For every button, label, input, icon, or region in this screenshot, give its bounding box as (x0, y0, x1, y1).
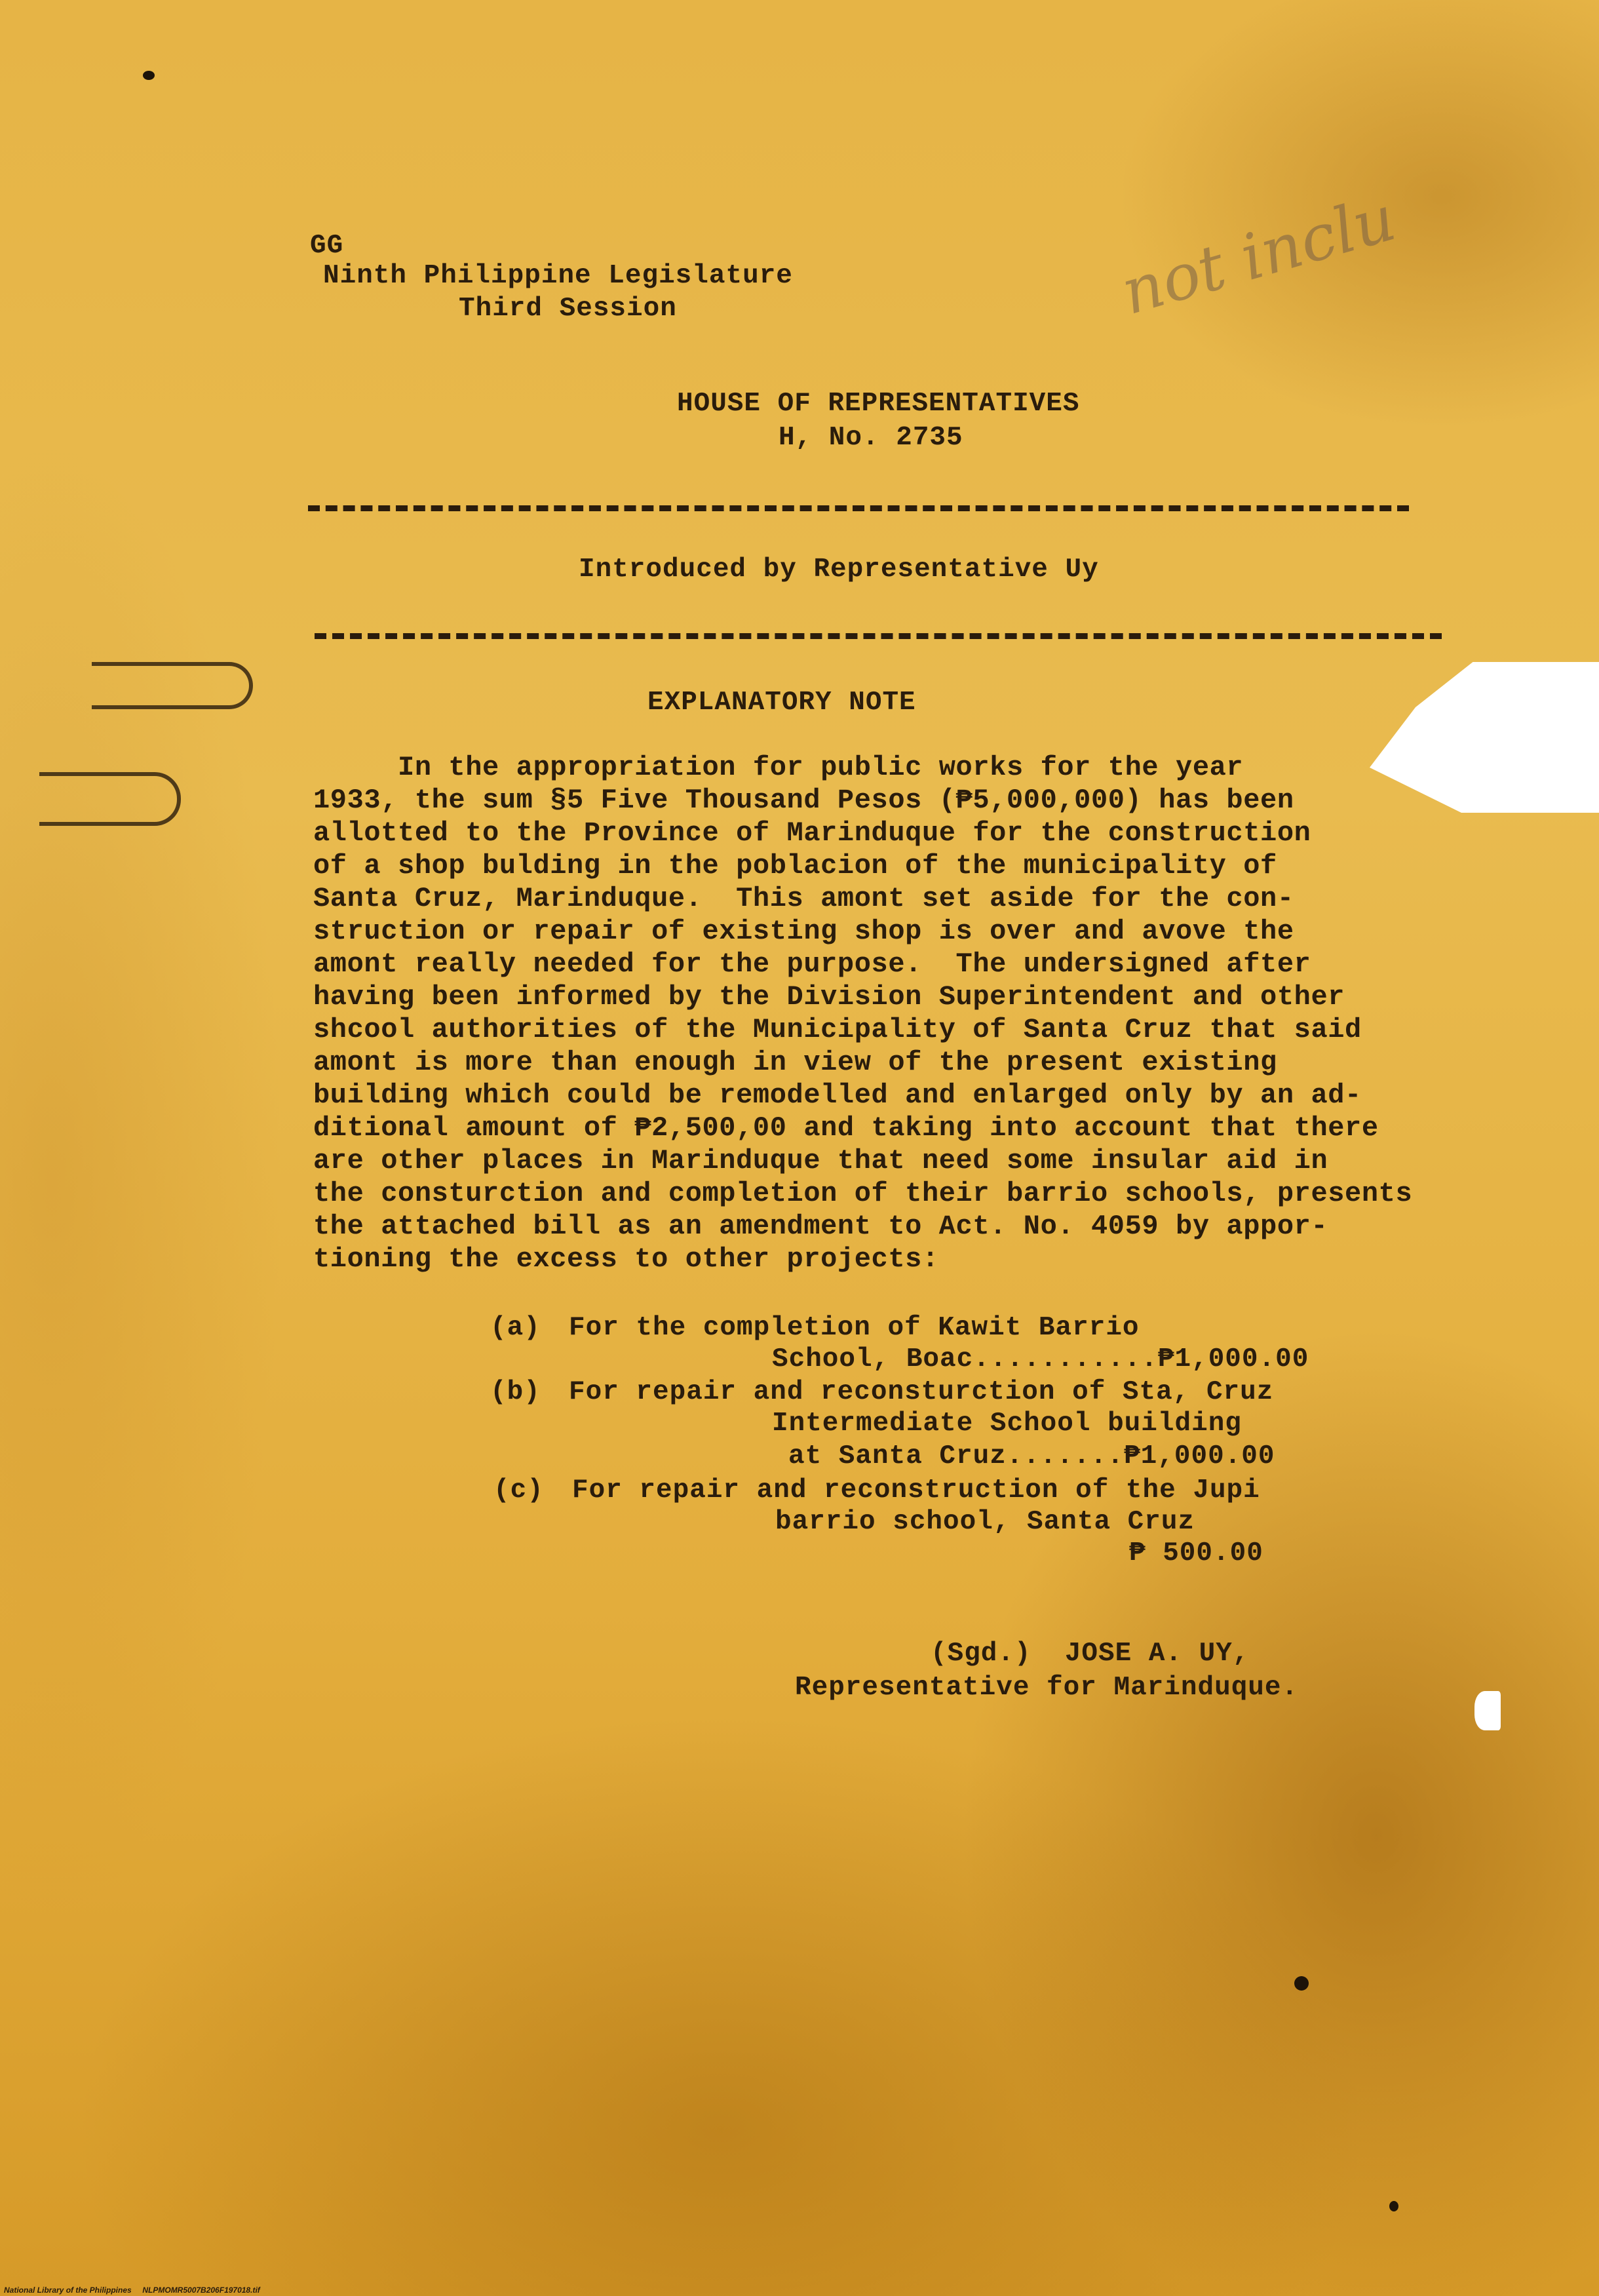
separator-top (308, 505, 1409, 511)
item-b-line2: Intermediate School building (772, 1409, 1242, 1439)
signature-name: (Sgd.) JOSE A. UY, (931, 1639, 1250, 1669)
item-b-line1: For repair and reconsturction of Sta, Cruz (569, 1377, 1274, 1407)
item-label-b: (b) (490, 1377, 541, 1407)
separator-bottom (315, 633, 1442, 639)
item-c-line1: For repair and reconstruction of the Jupi (572, 1475, 1260, 1506)
introduced-by: Introduced by Representative Uy (579, 555, 1099, 585)
pencil-margin-note: not inclu (1113, 181, 1403, 329)
item-label-c: (c) (493, 1475, 544, 1506)
body-line: Santa Cruz, Marinduque. This amont set aside for the con- (313, 883, 1294, 914)
item-c-line2: barrio school, Santa Cruz (775, 1507, 1195, 1537)
bill-number: H, No. 2735 (779, 423, 963, 453)
body-line: allotted to the Province of Marinduque for the construction (313, 817, 1311, 849)
body-line: the consturction and completion of their barrio schools, presents (313, 1178, 1413, 1209)
body-line: are other places in Marinduque that need some insular aid in (313, 1145, 1328, 1177)
body-line: the attached bill as an amendment to Act. No. 4059 by appor- (313, 1211, 1328, 1242)
house-title: HOUSE OF REPRESENTATIVES (677, 389, 1080, 419)
body-line: In the appropriation for public works for the year (313, 752, 1244, 783)
body-line: shcool authorities of the Municipality of Santa Cruz that said (313, 1014, 1362, 1045)
body-line: struction or repair of existing shop is over and avove the (313, 916, 1294, 947)
body-line: building which could be remodelled and enlarged only by an ad- (313, 1080, 1362, 1111)
body-line: amont really needed for the purpose. The undersigned after (313, 948, 1311, 980)
ink-spot (1294, 1976, 1309, 1991)
body-line: amont is more than enough in view of the present existing (313, 1047, 1277, 1078)
item-a-line2: School, Boac...........₱1,000.00 (772, 1344, 1309, 1374)
torn-edge-small (1474, 1691, 1501, 1730)
torn-edge (1370, 662, 1599, 813)
item-b-line3: at Santa Cruz.......₱1,000.00 (788, 1441, 1275, 1471)
signature-title: Representative for Marinduque. (795, 1673, 1299, 1703)
session-name: Third Session (459, 294, 677, 324)
body-line: tioning the excess to other projects: (313, 1243, 939, 1275)
item-label-a: (a) (490, 1313, 541, 1343)
item-a-line1: For the completion of Kawit Barrio (569, 1313, 1140, 1343)
item-c-line3: ₱ 500.00 (1129, 1538, 1263, 1568)
clip-mark-bottom (39, 772, 181, 826)
note-title: EXPLANATORY NOTE (647, 688, 916, 718)
body-line: 1933, the sum §5 Five Thousand Pesos (₱5,000,000) has been (313, 785, 1294, 816)
ink-spot (1389, 2201, 1398, 2211)
header-code: GG (310, 231, 344, 261)
archive-footer: National Library of the Philippines NLPMOMR5007B206F197018.tif (4, 2286, 260, 2295)
ink-spot (143, 71, 155, 80)
legislature-name: Ninth Philippine Legislature (323, 261, 793, 291)
body-line: ditional amount of ₱2,500,00 and taking into account that there (313, 1112, 1379, 1144)
body-line: having been informed by the Division Superintendent and other (313, 981, 1345, 1013)
body-line: of a shop bulding in the poblacion of the municipality of (313, 850, 1277, 882)
clip-mark-top (92, 662, 253, 709)
